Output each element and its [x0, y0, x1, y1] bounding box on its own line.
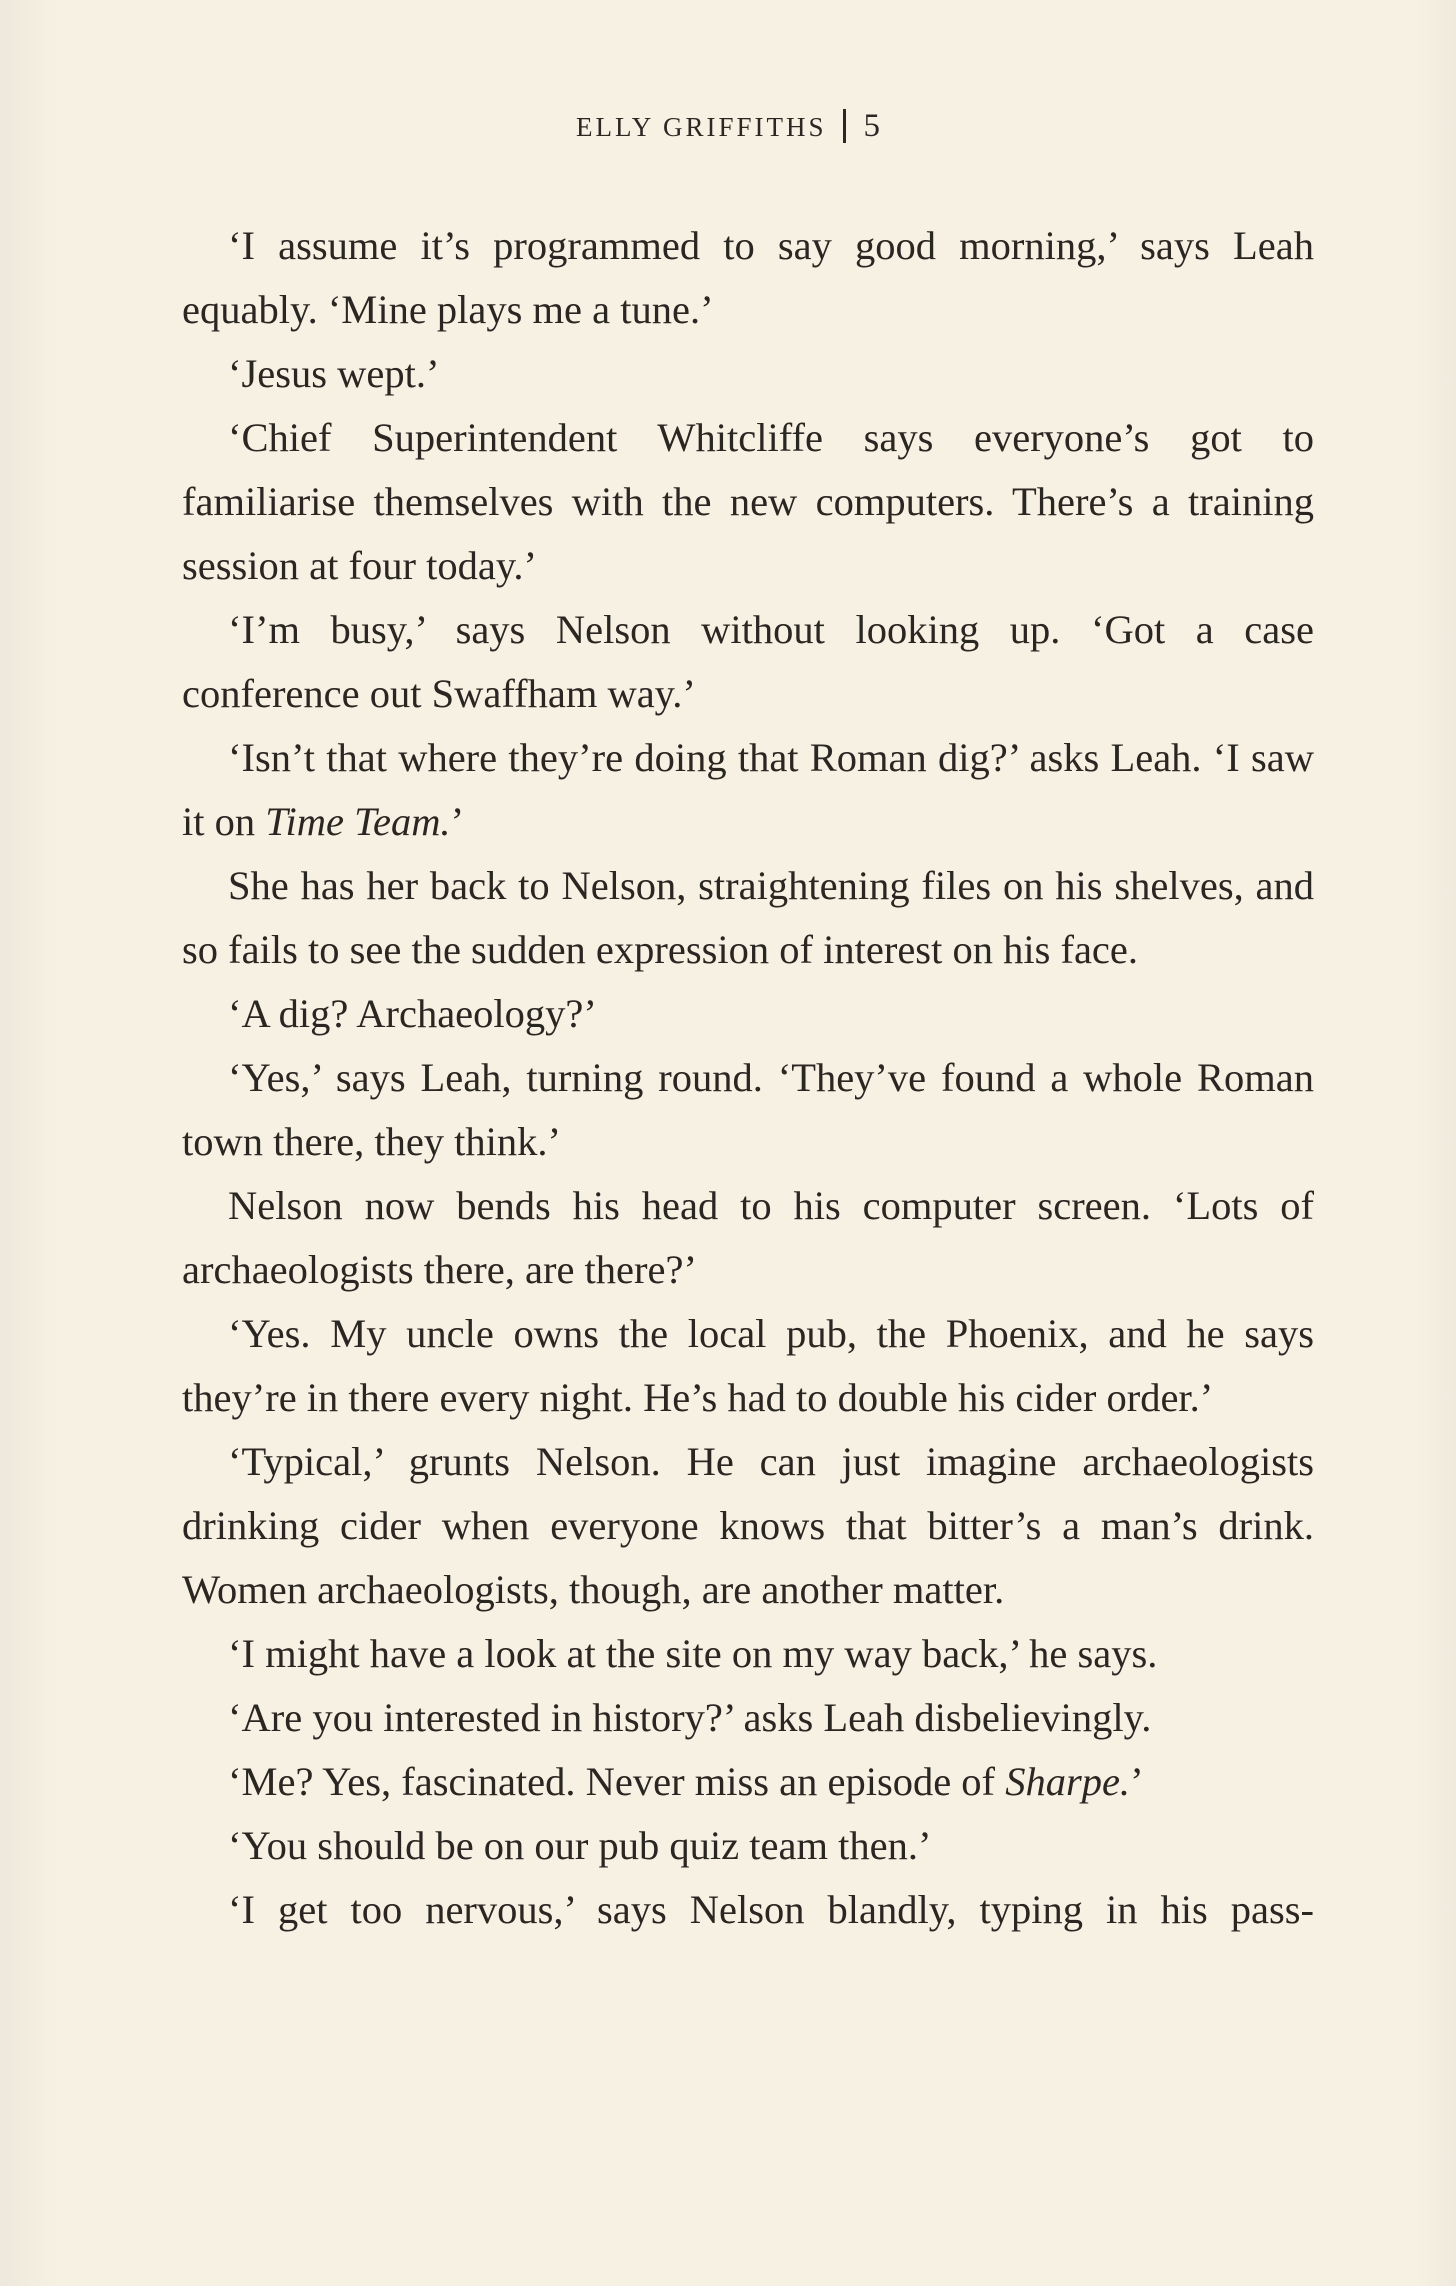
- paragraph: She has her back to Nelson, straightening files on his shelves, and so fails to see the sudden expression of interest on his face.: [182, 863, 1314, 972]
- closing-quote: ’: [450, 799, 465, 844]
- paragraph: [182, 726, 1314, 854]
- paragraph: ‘Yes,’ says Leah, turning round. ‘They’ve found a whole Roman town there, they think.’: [182, 1055, 1314, 1164]
- body-text: [182, 214, 1314, 1942]
- paragraph: ‘Typical,’ grunts Nelson. He can just imagine archaeologists drinking cider when everyone knows that bitter’s a man’s drink. Women archaeologists, though, are another matter.: [182, 1439, 1314, 1612]
- closing-quote: ’: [1130, 1759, 1144, 1804]
- running-head: [0, 108, 1456, 145]
- paragraph: ‘Jesus wept.’: [228, 351, 440, 396]
- paragraph: ‘I’m busy,’ says Nelson without looking up. ‘Got a case conference out Swaffham way.’: [182, 607, 1314, 716]
- paragraph: ‘I get too nervous,’ says Nelson blandly, typing in his pass-: [228, 1887, 1314, 1932]
- author-name: ELLY GRIFFITHS: [575, 112, 827, 142]
- italic-title-sharpe: Sharpe.: [1005, 1759, 1131, 1804]
- paragraph: ‘I might have a look at the site on my way back,’ he says.: [228, 1631, 1158, 1676]
- italic-title-time-team: Time Team.: [265, 799, 451, 844]
- header-separator: [843, 109, 846, 143]
- paragraph: ‘Yes. My uncle owns the local pub, the Phoenix, and he says they’re in there every night. He’s had to double his cider order.’: [182, 1311, 1314, 1420]
- paragraph: ‘Are you interested in history?’ asks Leah disbelievingly.: [228, 1695, 1152, 1740]
- paragraph: [182, 1750, 1314, 1814]
- paragraph: Nelson now bends his head to his computer screen. ‘Lots of archaeologists there, are there?’: [182, 1183, 1314, 1292]
- paragraph-text: ‘Isn’t that where they’re doing that Roman dig?’ asks Leah. ‘I saw it on: [182, 735, 1314, 844]
- paragraph: ‘A dig? Archaeology?’: [228, 991, 597, 1036]
- paragraph: ‘Chief Superintendent Whitcliffe says everyone’s got to familiarise themselves with the new computers. There’s a training session at four today.’: [182, 415, 1314, 588]
- paragraph-text: ‘Me? Yes, fascinated. Never miss an episode of: [228, 1759, 996, 1804]
- paragraph: ‘You should be on our pub quiz team then.’: [228, 1823, 932, 1868]
- page-number: 5: [863, 108, 881, 144]
- paragraph: ‘I assume it’s programmed to say good morning,’ says Leah equably. ‘Mine plays me a tune.’: [182, 223, 1314, 332]
